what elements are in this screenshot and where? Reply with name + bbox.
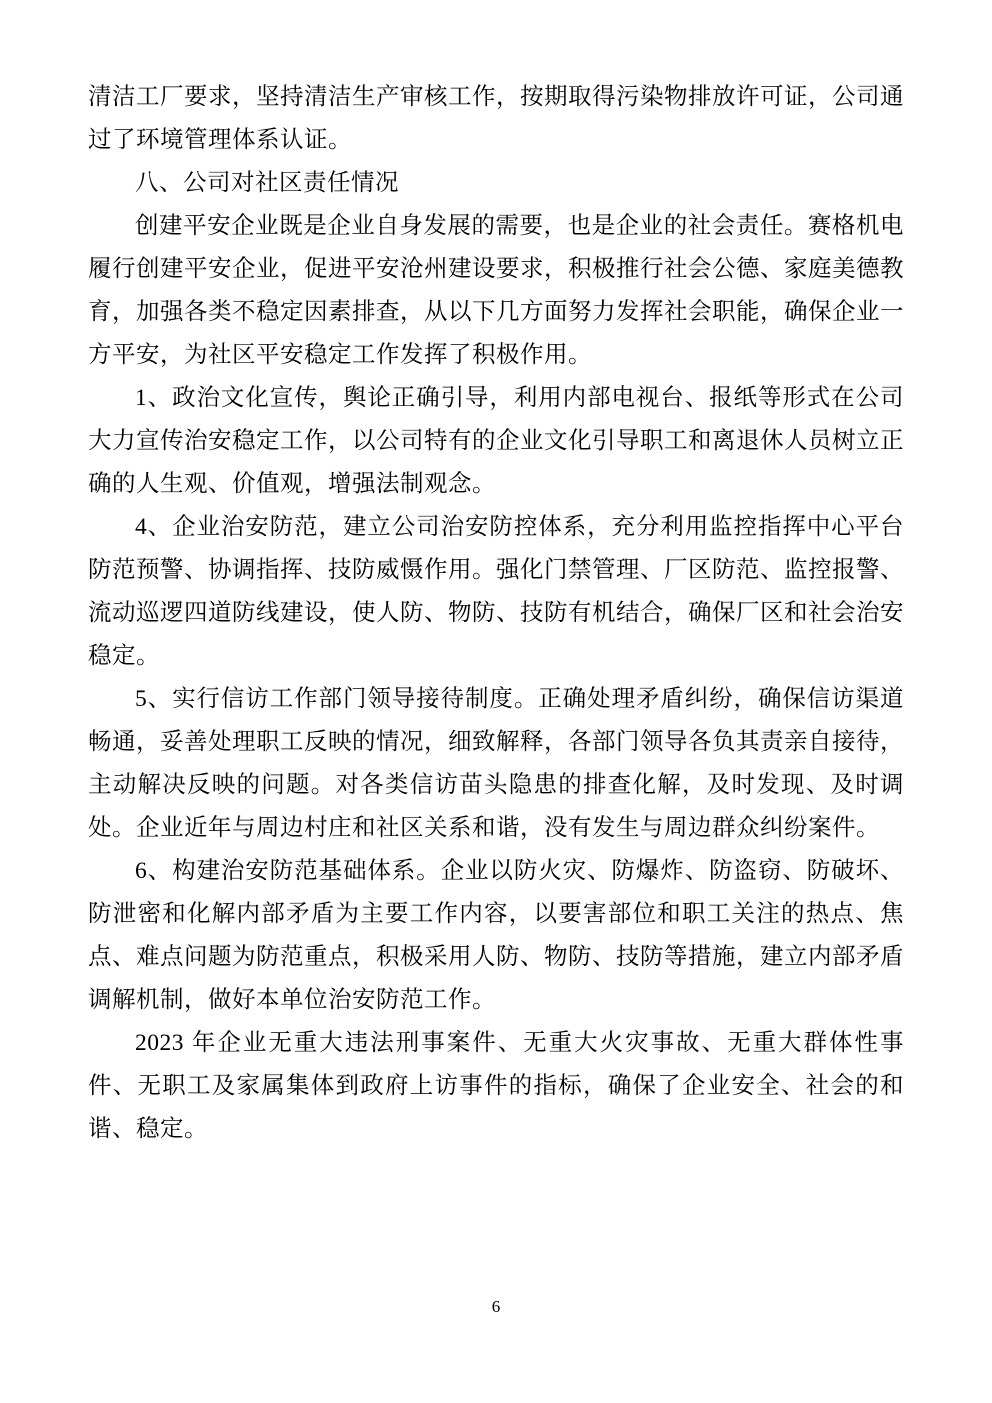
paragraph-environment-cert: 清洁工厂要求，坚持清洁生产审核工作，按期取得污染物排放许可证，公司通过了环境管理体系认证。 — [88, 84, 904, 153]
paragraph-2023-indicators: 2023 年企业无重大违法刑事案件、无重大火灾事故、无重大群体性事件、无职工及家属集体到政府上访事件的指标，确保了企业安全、社会的和谐、稳定。 — [88, 1030, 904, 1142]
paragraph-safe-enterprise-intro: 创建平安企业既是企业自身发展的需要，也是企业的社会责任。赛格机电履行创建平安企业，促进平安沧州建设要求，积极推行社会公德、家庭美德教育，加强各类不稳定因素排查，从以下几方面努力发挥社会职能，确保企业一方平安，为社区平安稳定工作发挥了积极作用。 — [88, 213, 904, 368]
document-body — [88, 76, 904, 1151]
paragraph-item-6-security-foundation: 6、构建治安防范基础体系。企业以防火灾、防爆炸、防盗窃、防破坏、防泄密和化解内部矛盾为主要工作内容，以要害部位和职工关注的热点、焦点、难点问题为防范重点，积极采用人防、物防、技防等措施，建立内部矛盾调解机制，做好本单位治安防范工作。 — [88, 858, 904, 1013]
section-heading-community-responsibility: 八、公司对社区责任情况 — [135, 170, 399, 196]
page-number: 6 — [491, 1297, 501, 1316]
paragraph-item-4-security-prevention: 4、企业治安防范，建立公司治安防控体系，充分利用监控指挥中心平台防范预警、协调指挥、技防威慑作用。强化门禁管理、厂区防范、监控报警、流动巡逻四道防线建设，使人防、物防、技防有机结合，确保厂区和社会治安稳定。 — [88, 514, 904, 669]
paragraph-item-5-petition-reception: 5、实行信访工作部门领导接待制度。正确处理矛盾纠纷，确保信访渠道畅通，妥善处理职工反映的情况，细致解释，各部门领导各负其责亲自接待，主动解决反映的问题。对各类信访苗头隐患的排查化解，及时发现、及时调处。企业近年与周边村庄和社区关系和谐，没有发生与周边群众纠纷案件。 — [88, 686, 904, 841]
paragraph-item-1-political-publicity: 1、政治文化宣传，舆论正确引导，利用内部电视台、报纸等形式在公司大力宣传治安稳定工作，以公司特有的企业文化引导职工和离退休人员树立正确的人生观、价值观，增强法制观念。 — [88, 385, 904, 497]
